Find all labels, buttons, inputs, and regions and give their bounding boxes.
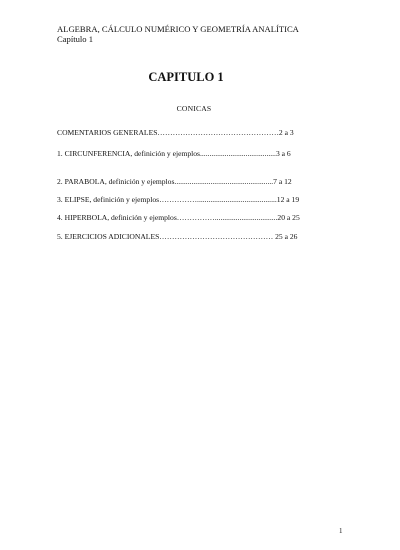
chapter-title-text: CAPITULO 1 bbox=[148, 70, 224, 84]
header-course-title: ALGEBRA, CÁLCULO NUMÉRICO Y GEOMETRÍA ANALÍTICA bbox=[57, 24, 299, 34]
toc-entry-circunferencia: 1. CIRCUNFERENCIA, definición y ejemplos........................................3 a 6 bbox=[57, 149, 291, 158]
toc-entry-elipse: 3. ELIPSE, definición y ejemplos……………..........................................12 a 19 bbox=[57, 195, 300, 204]
chapter-subtitle-text: CONICAS bbox=[176, 104, 212, 113]
toc-entry-parabola: 2. PARABOLA, definición y ejemplos....................................................7 a 12 bbox=[57, 177, 292, 186]
toc-entry-comentarios: COMENTARIOS GENERALES…………………………………………2 a 3 bbox=[57, 128, 294, 137]
page-number: 1 bbox=[339, 527, 343, 535]
chapter-subtitle bbox=[0, 104, 400, 113]
toc-entry-ejercicios: 5. EJERCICIOS ADICIONALES……………………………………… 25 a 26 bbox=[57, 232, 298, 241]
toc-entry-hiperbola: 4. HIPERBOLA, definición y ejemplos…………….................................20 a 25 bbox=[57, 213, 300, 222]
header-chapter-label: Capítulo 1 bbox=[57, 34, 94, 44]
chapter-title bbox=[0, 70, 400, 85]
page-header bbox=[57, 24, 299, 44]
